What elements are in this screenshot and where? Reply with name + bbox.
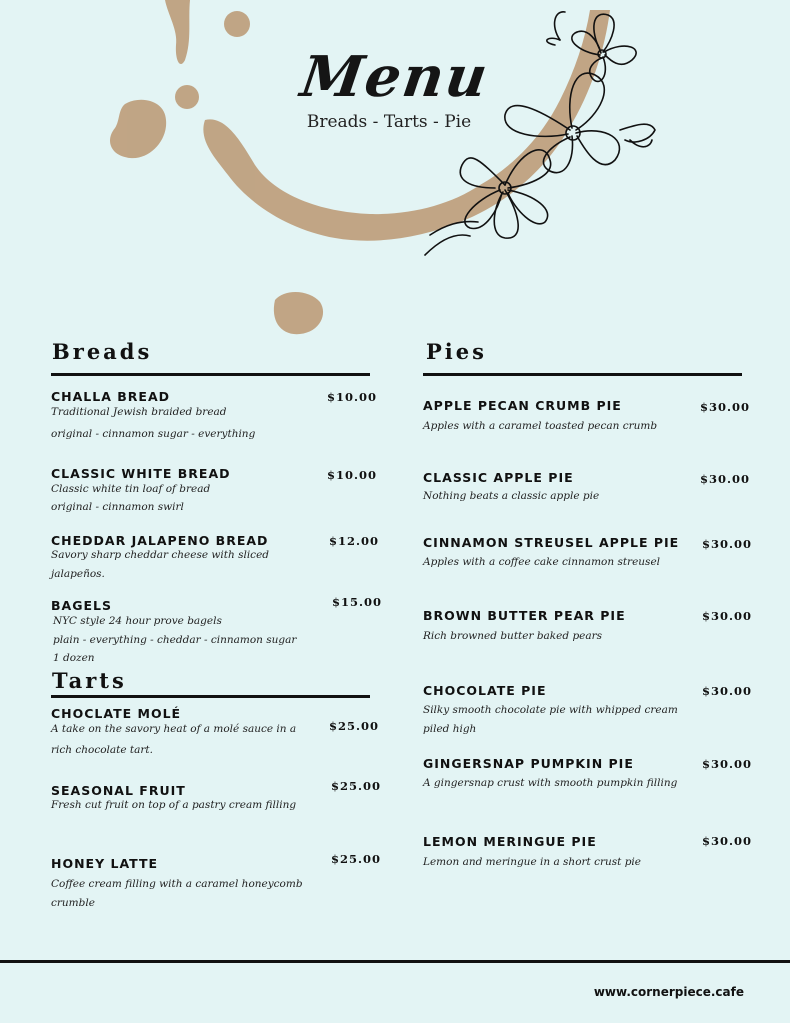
menu-item-description: Rich browned butter baked pears xyxy=(423,630,603,642)
menu-item-description: Savory sharp cheddar cheese with sliced xyxy=(51,549,269,561)
menu-item-description: Traditional Jewish braided bread xyxy=(51,406,227,418)
menu-item-price: $25.00 xyxy=(329,719,380,733)
menu-item-description: Nothing beats a classic apple pie xyxy=(423,490,600,502)
menu-item-description: original - cinnamon sugar - everything xyxy=(51,428,256,440)
menu-item-description: jalapeños. xyxy=(51,568,105,580)
menu-item-price: $10.00 xyxy=(327,468,378,482)
menu-item-name: CHALLA BREAD xyxy=(51,389,171,404)
menu-item-price: $25.00 xyxy=(331,852,382,866)
menu-item-name: CINNAMON STREUSEL APPLE PIE xyxy=(423,535,680,550)
menu-item-description: plain - everything - cheddar - cinnamon sugar xyxy=(53,634,297,646)
menu-item-description: Apples with a coffee cake cinnamon streusel xyxy=(423,556,661,568)
menu-item-description: original - cinnamon swirl xyxy=(51,501,184,513)
menu-item-price: $25.00 xyxy=(331,779,382,793)
menu-item-price: $30.00 xyxy=(702,684,753,698)
menu-item-name: CLASSIC WHITE BREAD xyxy=(51,466,231,481)
menu-item-description: Classic white tin loaf of bread xyxy=(51,483,211,495)
menu-item-price: $30.00 xyxy=(702,537,753,551)
menu-item-name: APPLE PECAN CRUMB PIE xyxy=(423,398,622,413)
menu-item-description: Apples with a caramel toasted pecan crumb xyxy=(423,420,658,432)
menu-item-description: Lemon and meringue in a short crust pie xyxy=(423,856,641,868)
menu-item-description: Coffee cream filling with a caramel honeycomb xyxy=(51,878,303,890)
menu-item-description: Fresh cut fruit on top of a pastry cream filling xyxy=(51,799,297,811)
menu-item-name: LEMON MERINGUE PIE xyxy=(423,834,597,849)
menu-item-price: $30.00 xyxy=(700,472,751,486)
menu-item-price: $30.00 xyxy=(702,609,753,623)
menu-item-price: $30.00 xyxy=(702,757,753,771)
menu-item-price: $30.00 xyxy=(700,400,751,414)
tarts-divider xyxy=(51,695,370,698)
menu-item-description: piled high xyxy=(423,723,477,735)
menu-item-name: CLASSIC APPLE PIE xyxy=(423,470,574,485)
menu-item-description: 1 dozen xyxy=(53,652,95,664)
menu-item-name: HONEY LATTE xyxy=(51,856,159,871)
menu-item-name: BAGELS xyxy=(51,598,112,613)
menu-item-description: A take on the savory heat of a molé sauce in a xyxy=(51,723,297,735)
menu-item-name: CHEDDAR JALAPENO BREAD xyxy=(51,533,269,548)
menu-item-price: $12.00 xyxy=(329,534,380,548)
menu-item-price: $10.00 xyxy=(327,390,378,404)
menu-item-description: A gingersnap crust with smooth pumpkin filling xyxy=(423,777,678,789)
menu-item-description: NYC style 24 hour prove bagels xyxy=(53,615,222,627)
menu-item-name: BROWN BUTTER PEAR PIE xyxy=(423,608,626,623)
tarts-heading: Tarts xyxy=(52,668,127,693)
menu-item-description: rich chocolate tart. xyxy=(51,744,153,756)
menu-item-name: CHOCLATE MOLÉ xyxy=(51,706,182,721)
pies-divider xyxy=(423,373,742,376)
menu-item-price: $30.00 xyxy=(702,834,753,848)
menu-item-description: crumble xyxy=(51,897,95,909)
menu-subtitle: Breads - Tarts - Pie xyxy=(306,112,472,132)
menu-item-name: GINGERSNAP PUMPKIN PIE xyxy=(423,756,634,771)
website-link[interactable]: www.cornerpiece.cafe xyxy=(593,985,744,999)
breads-divider xyxy=(51,373,370,376)
menu-item-description: Silky smooth chocolate pie with whipped cream xyxy=(423,704,678,716)
pies-heading: Pies xyxy=(426,339,487,364)
breads-heading: Breads xyxy=(52,339,153,364)
menu-title: Menu xyxy=(296,44,494,110)
menu-item-name: SEASONAL FRUIT xyxy=(51,783,186,798)
menu-item-name: CHOCOLATE PIE xyxy=(423,683,547,698)
menu-item-price: $15.00 xyxy=(332,595,383,609)
footer-divider xyxy=(0,960,790,963)
